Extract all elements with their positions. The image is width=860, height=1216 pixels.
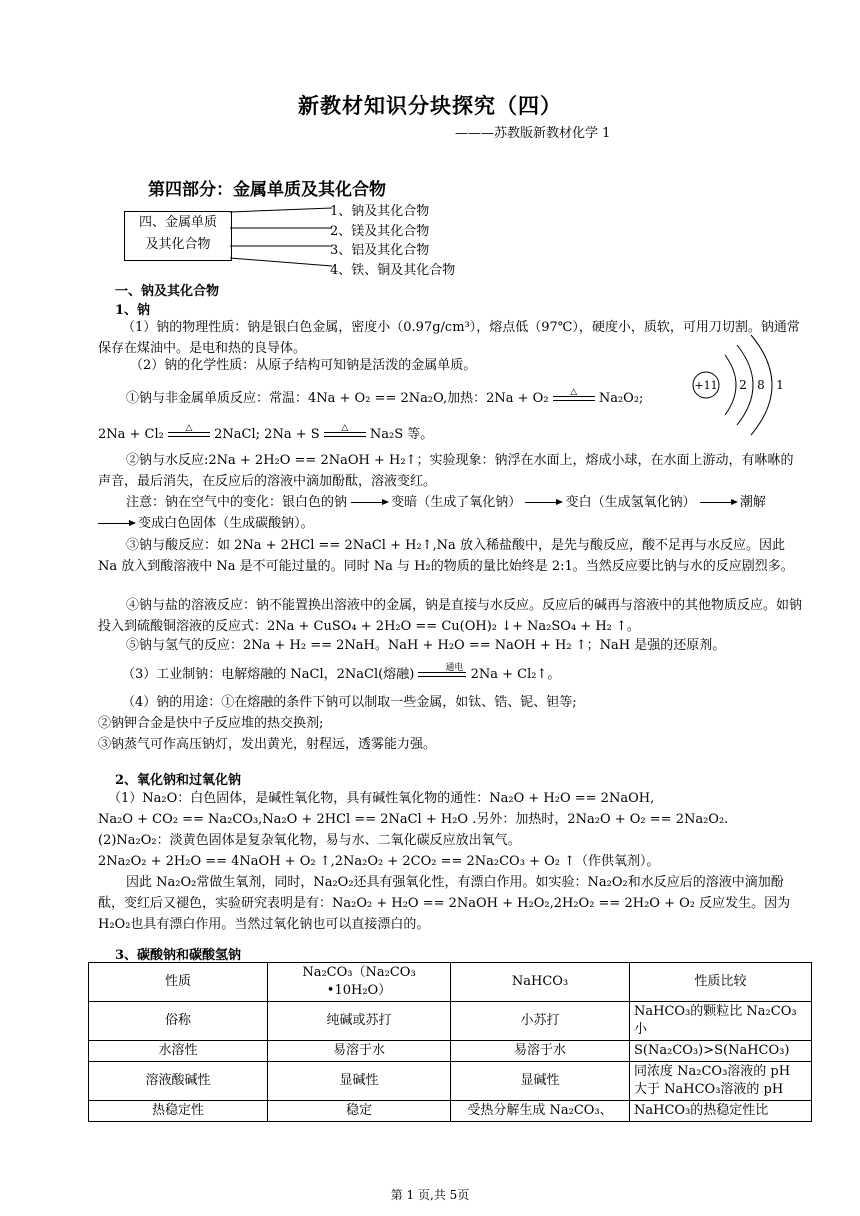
table-row xyxy=(89,1062,812,1101)
section-title-sodium: 一、钠及其化合物 xyxy=(115,284,220,299)
outline-item-magnesium: 2、镁及其化合物 xyxy=(330,224,430,239)
air-change-deliquesce: 潮解 xyxy=(739,495,766,510)
table-row xyxy=(89,1041,812,1062)
subsection-title-sodium: 1、钠 xyxy=(115,303,151,318)
page-subtitle: ———苏教版新教材化学 1 xyxy=(455,126,611,141)
outline-box xyxy=(124,211,232,261)
heating-condition: △ xyxy=(553,392,595,406)
industrial-product: 2Na + Cl₂↑。 xyxy=(470,667,561,682)
outline-item-aluminum: 3、铝及其化合物 xyxy=(330,243,430,258)
table-header: NaHCO₃ xyxy=(451,963,630,1002)
table-cell: 热稳定性 xyxy=(89,1101,268,1122)
reaction-nonmetal-line1 xyxy=(126,388,686,409)
table-row xyxy=(89,1002,812,1041)
reaction-nonmetal-line2 xyxy=(98,424,806,445)
table-cell: 溶液酸碱性 xyxy=(89,1062,268,1101)
shell-1-arc xyxy=(725,355,736,415)
outline-box-line1: 四、金属单质 xyxy=(138,215,217,230)
table-row xyxy=(89,1101,812,1122)
na2o2-properties: (2)Na₂O₂：淡黄色固体是复杂氧化物，易与水、二氧化碳反应放出氧气。 xyxy=(98,833,521,848)
reaction-nonmetal-text: ①钠与非金属单质反应：常温：4Na + O₂ == 2Na₂O,加热：2Na + O₂ xyxy=(126,391,549,406)
table-cell: 稳定 xyxy=(268,1101,451,1122)
shell-3-count: 1 xyxy=(776,378,784,392)
arrow-icon xyxy=(351,502,387,503)
reaction-acid: ③钠与酸反应：如 2Na + 2HCl == 2NaCl + H₂↑,Na 放入稀盐酸中，是先与酸反应，酸不足再与水反应。因此 Na 放入到酸溶液中 Na 是不可能过量的。同时 Na 与 H₂的物质的量比始终是 2:1。当然反应要比钠与水的反应剧烈多。 xyxy=(98,538,794,574)
nucleus-label: +11 xyxy=(694,379,718,392)
table-cell: 易溶于水 xyxy=(268,1041,451,1062)
electrolysis-condition: 通电 xyxy=(418,668,466,682)
arrow-icon xyxy=(525,502,561,503)
reaction-water: ②钠与水反应:2Na + 2H₂O == 2NaOH + H₂↑；实验现象：钠浮在水面上，熔成小球，在水面上游动，有咻咻的声音，最后消失，在反应后的溶液中滴加酚酞，溶液变红。 xyxy=(98,453,794,489)
heating-condition-3: △ xyxy=(324,428,366,442)
air-change-white: 变白（生成氢氧化钠） xyxy=(565,495,696,510)
section-title-oxides: 2、氧化钠和过氧化钠 xyxy=(115,773,242,788)
table-header: 性质 xyxy=(89,963,268,1002)
table-cell: 受热分解生成 Na₂CO₃、 xyxy=(451,1101,630,1122)
reaction-nonmetal-product: Na₂O₂; xyxy=(598,391,644,406)
reaction-chlorine-text: 2Na + Cl₂ xyxy=(98,427,164,442)
industrial-production xyxy=(98,664,806,685)
na2o2-reactions: 2Na₂O₂ + 2H₂O == 4NaOH + O₂ ↑,2Na₂O₂ + 2CO₂ == 2Na₂CO₃ + O₂ ↑（作供氧剂）。 xyxy=(98,854,660,869)
sodium-uses-1: （4）钠的用途：①在熔融的条件下钠可以制取一些金属，如钛、锆、铌、钽等; xyxy=(122,695,577,710)
shell-2-count: 8 xyxy=(757,378,765,392)
part-title: 第四部分：金属单质及其化合物 xyxy=(148,180,386,200)
chemical-properties: （2）钠的化学性质：从原子结构可知钠是活泼的金属单质。 xyxy=(130,358,477,373)
table-cell: 小苏打 xyxy=(451,1002,630,1041)
reaction-sulfur-product: Na₂S 等。 xyxy=(369,427,434,442)
reaction-salt: ④钠与盐的溶液反应：钠不能置换出溶液中的金属，钠是直接与水反应。反应后的碱再与溶液中的其他物质反应。如钠投入到硫酸铜溶液的反应式：2Na + CuSO₄ + 2H₂O == Cu(OH)₂ ↓+ Na₂SO₄ + H₂ ↑。 xyxy=(98,598,803,634)
arrow-icon xyxy=(98,523,134,524)
air-change-darken: 变暗（生成了氧化钠） xyxy=(391,495,522,510)
table-header: Na₂CO₃（Na₂CO₃ •10H₂O） xyxy=(268,963,451,1002)
table-cell: 易溶于水 xyxy=(451,1041,630,1062)
table-cell: NaHCO₃的颗粒比 Na₂CO₃小 xyxy=(630,1002,812,1041)
sodium-uses-3: ③钠蒸气可作高压钠灯，发出黄光，射程远，透雾能力强。 xyxy=(98,737,437,752)
heating-condition-2: △ xyxy=(168,428,210,442)
outline-connector-lines xyxy=(230,200,340,270)
sodium-in-air xyxy=(98,492,806,534)
carbonate-table xyxy=(88,962,812,1122)
arrow-icon xyxy=(700,502,736,503)
table-cell: 显碱性 xyxy=(268,1062,451,1101)
table-cell: 俗称 xyxy=(89,1002,268,1041)
reaction-sulfur-text: 2NaCl; 2Na + S xyxy=(214,427,320,442)
shell-1-count: 2 xyxy=(739,378,747,392)
outline-item-iron-copper: 4、铁、铜及其化合物 xyxy=(330,263,456,278)
table-header: 性质比较 xyxy=(630,963,812,1002)
sodium-uses-2: ②钠钾合金是快中子反应堆的热交换剂; xyxy=(98,716,324,731)
page-title: 新教材知识分块探究（四） xyxy=(298,93,562,118)
section-title-carbonates: 3、碳酸钠和碳酸氢钠 xyxy=(115,948,242,963)
outline-item-sodium: 1、钠及其化合物 xyxy=(330,204,430,219)
table-cell: 纯碱或苏打 xyxy=(268,1002,451,1041)
physical-properties: （1）钠的物理性质：钠是银白色金属，密度小（0.97g/cm³），熔点低（97℃），硬度小，质软，可用刀切割。钠通常保存在煤油中。是电和热的良导体。 xyxy=(98,320,800,356)
table-cell: S(Na₂CO₃)>S(NaHCO₃) xyxy=(630,1041,812,1062)
table-cell: 显碱性 xyxy=(451,1062,630,1101)
table-cell: NaHCO₃的热稳定性比 xyxy=(630,1101,812,1122)
outline-box-line2: 及其化合物 xyxy=(145,237,211,252)
na2o2-bleaching: 因此 Na₂O₂常做生氧剂，同时，Na₂O₂还具有强氧化性，有漂白作用。如实验：Na₂O₂和水反应后的溶液中滴加酚酞，变红后又褪色，实验研究表明是有：Na₂O₂ + H₂O == 2NaOH + H₂O₂,2H₂O₂ == 2H₂O + O₂ 反应发生。因为 H₂O₂也具有漂白作用。当然过氧化钠也可以直接漂白的。 xyxy=(98,875,791,932)
air-change-start: 注意：钠在空气中的变化：银白色的钠 xyxy=(126,495,348,510)
industrial-text: （3）工业制钠：电解熔融的 NaCl，2NaCl(熔融) xyxy=(122,667,415,682)
na2o-properties: （1）Na₂O：白色固体，是碱性氧化物，具有碱性氧化物的通性：Na₂O + H₂O == 2NaOH, xyxy=(108,791,655,806)
page-footer: 第 1 页,共 5页 xyxy=(390,1188,470,1202)
table-cell: 水溶性 xyxy=(89,1041,268,1062)
table-header-row xyxy=(89,963,812,1002)
reaction-hydrogen: ⑤钠与氢气的反应：2Na + H₂ == 2NaH。NaH + H₂O == NaOH + H₂ ↑；NaH 是强的还原剂。 xyxy=(126,638,726,653)
na2o-reactions: Na₂O + CO₂ == Na₂CO₃,Na₂O + 2HCl == 2NaCl + H₂O .另外：加热时，2Na₂O + O₂ == 2Na₂O₂. xyxy=(98,812,729,827)
air-change-end: 变成白色固体（生成碳酸钠）。 xyxy=(138,516,314,531)
table-cell: 同浓度 Na₂CO₃溶液的 pH 大于 NaHCO₃溶液的 pH xyxy=(630,1062,812,1101)
